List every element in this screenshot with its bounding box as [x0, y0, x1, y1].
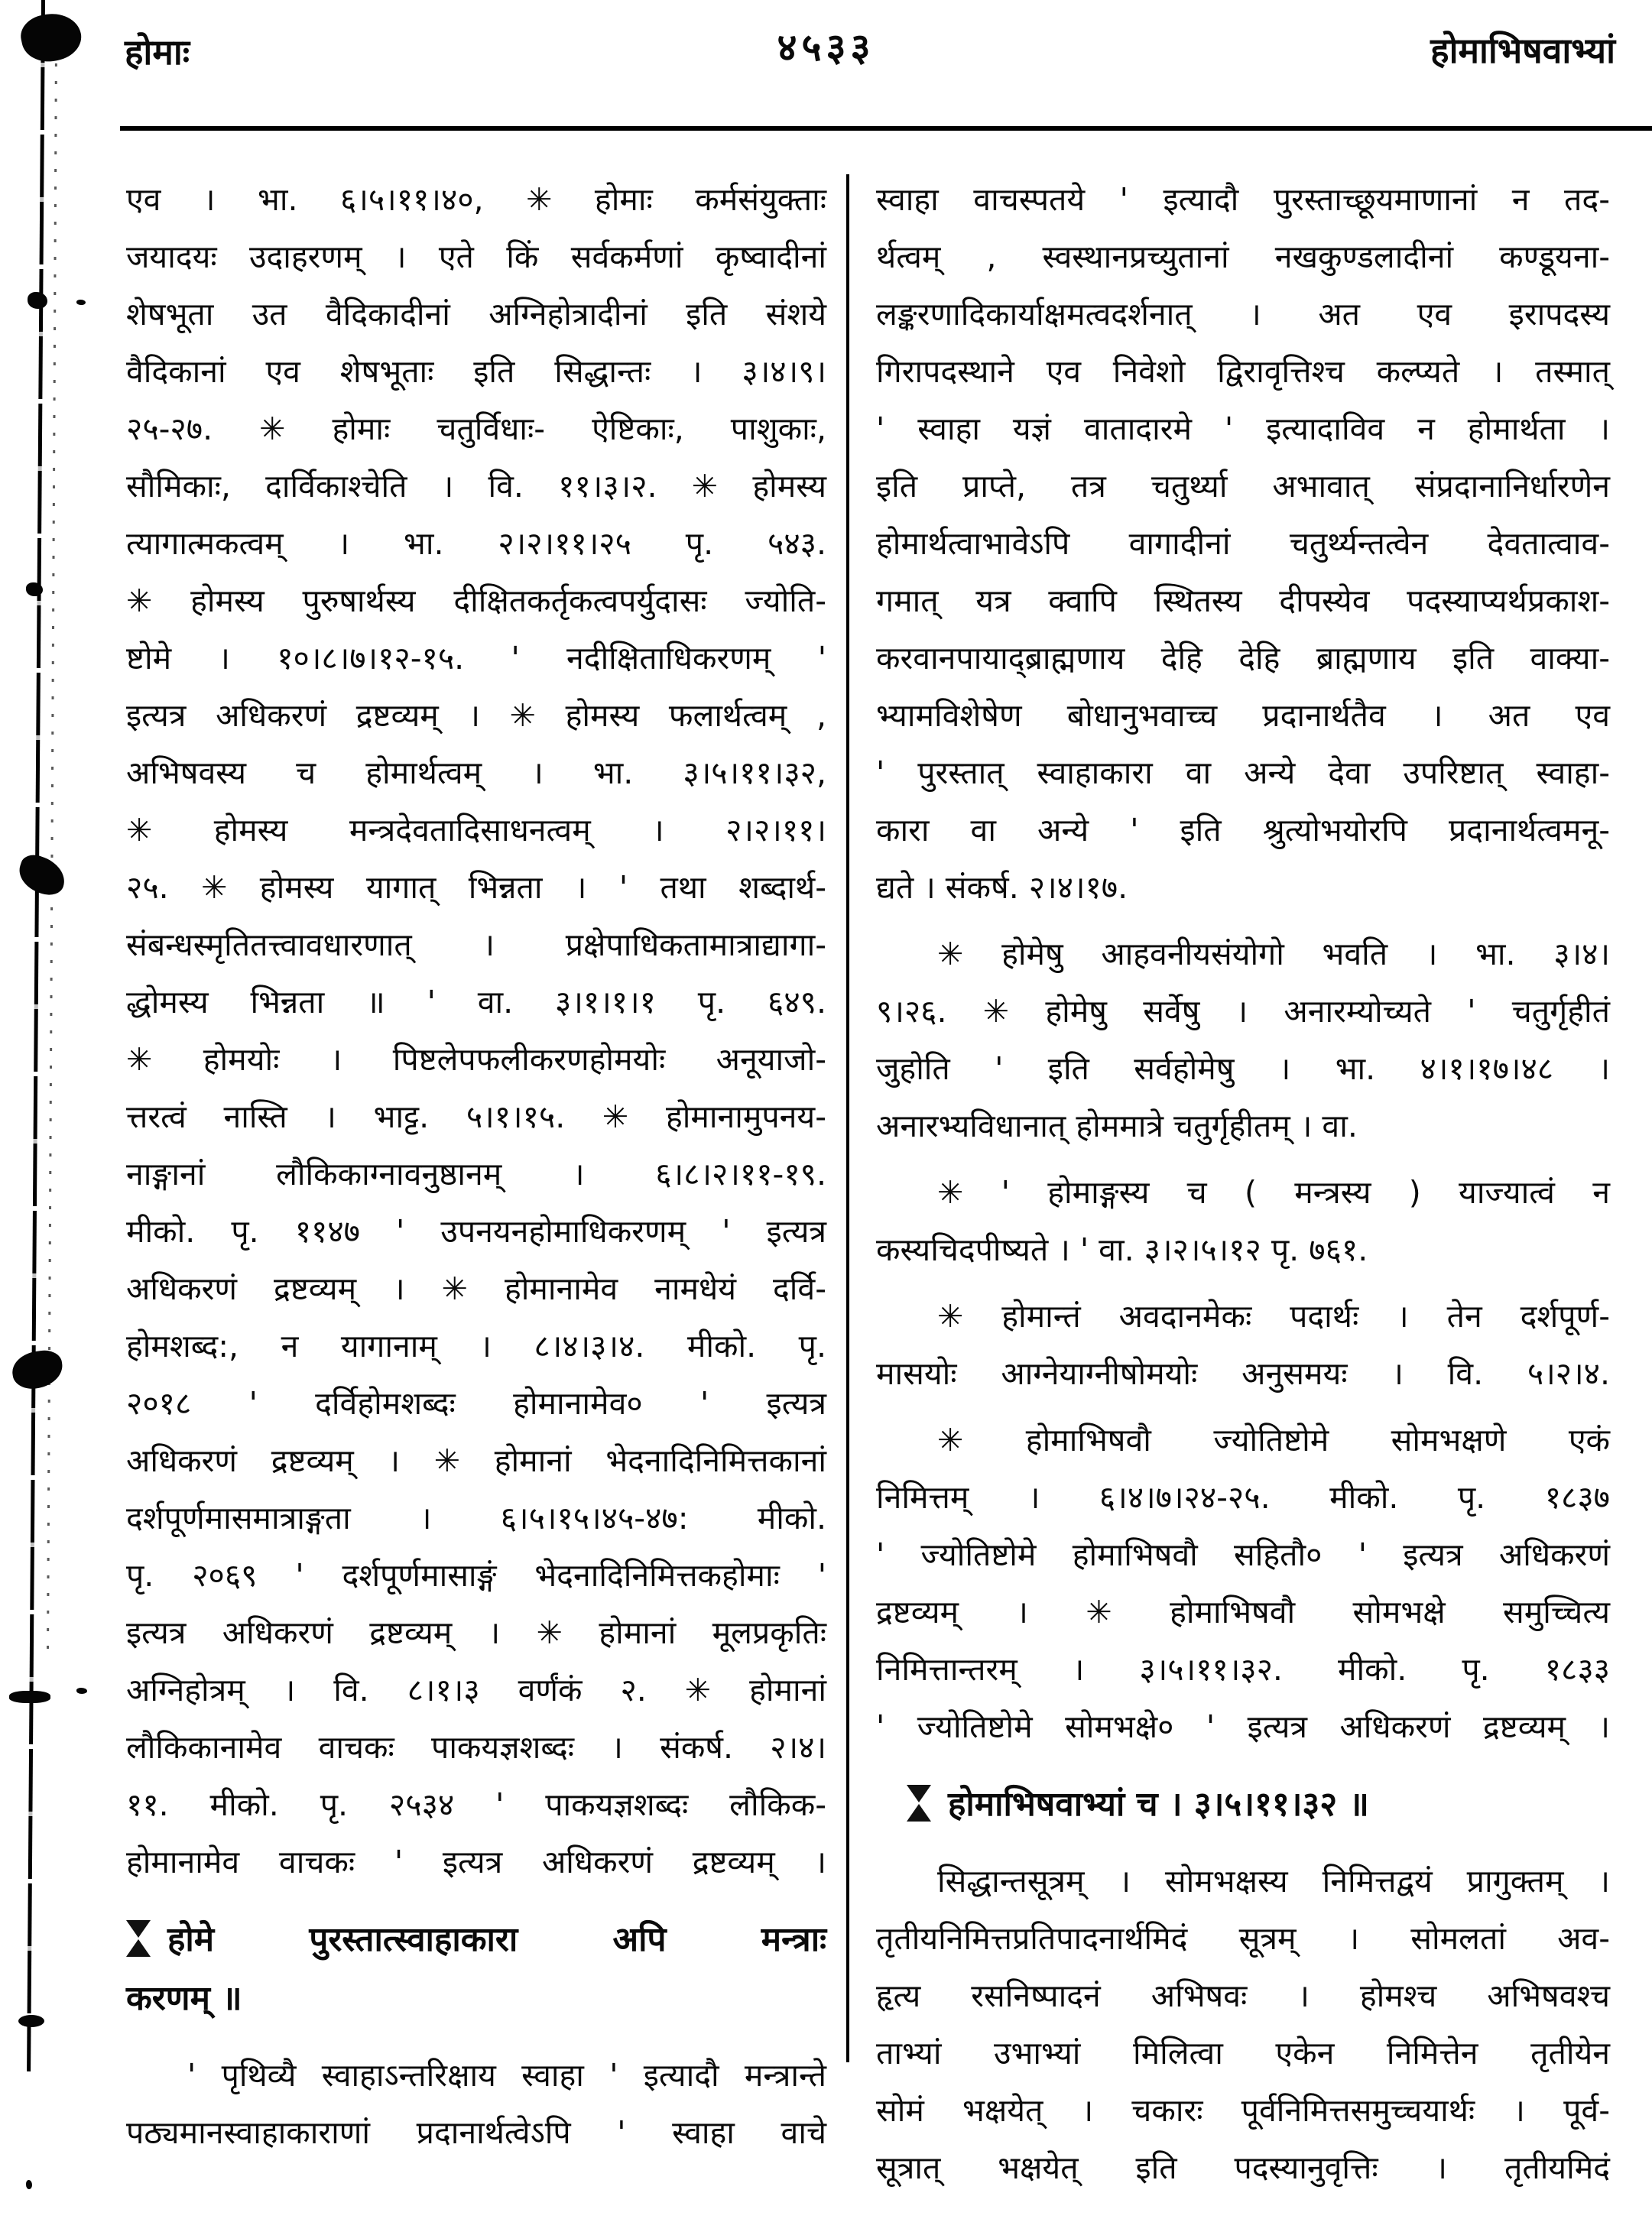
text-line: शेषभूता उत वैदिकादीनां अग्निहोत्रादीनां इति संशये [126, 296, 826, 333]
text-line: होमशब्द:, न यागानाम् । ८।४।३।४. मीको. पृ. [126, 1328, 826, 1364]
text-line: तृतीयनिमित्तप्रतिपादनार्थमिदं सूत्रम् । सोमलतां अव- [876, 1920, 1610, 1957]
binding-gutter-line [27, 0, 45, 2071]
ink-blot [28, 292, 47, 309]
text-line: ' ज्योतिष्टोमे होमाभिषवौ सहितौ० ' इत्यत्र अधिकरणं [876, 1536, 1610, 1573]
text-line: मीको. पृ. ११४७ ' उपनयनहोमाधिकरणम् ' इत्यत्र [126, 1213, 826, 1250]
header-keyword-right: होमाभिषवाभ्यां [1430, 30, 1615, 71]
text-line: अभिषवस्य च होमार्थत्वम् । भा. ३।५।११।३२, [126, 754, 826, 791]
text-line: ✳ ' होमाङ्गस्य च ( मन्त्रस्य ) याज्यात्वं न [937, 1174, 1610, 1211]
text-line: ९।२६. ✳ होमेषु सर्वेषु । अनारम्योच्यते ' चतुर्गृहीतं [876, 993, 1610, 1030]
ink-blot [18, 2015, 44, 2027]
text-line: सौमिकाः, दार्विकाश्चेति । वि. ११।३।२. ✳ होमस्य [126, 468, 826, 504]
text-line: निमित्तान्तरम् । ३।५।११।३२. मीको. पृ. १८३३ [876, 1651, 1610, 1688]
page-number: ४५३३ [777, 25, 875, 70]
text-line: नाङ्गानां लौकिकाग्नावनुष्ठानम् । ६।८।२।११-१९. [126, 1156, 826, 1192]
sutra-line [126, 1911, 826, 1968]
text-line: कारा वा अन्ये ' इति श्रुत्योभयोरपि प्रदानार्थत्वमनू- [876, 812, 1610, 848]
text-line: मासयोः आग्नेयाग्नीषोमयोः अनुसमयः । वि. ५।२।४. [876, 1355, 1610, 1392]
text-line: ✳ होमस्य मन्त्रदेवतादिसाधनत्वम् । २।२।११। [126, 812, 826, 848]
text-line: द्रष्टव्यम् । ✳ होमाभिषवौ सोमभक्षे समुच्चित्य [876, 1594, 1610, 1630]
text-line: त्तरत्वं नास्ति । भाट्ट. ५।१।१५. ✳ होमानामुपनय- [126, 1098, 826, 1135]
text-line: ' पृथिव्यै स्वाहाऽन्तरिक्षाय स्वाहा ' इत्यादौ मन्त्रान्ते [187, 2057, 826, 2094]
text-line: द्यते । संकर्ष. २।४।१७. [876, 869, 1128, 906]
ink-blot [26, 582, 43, 596]
text-line: सूत्रात् भक्षयेत् इति पदस्यानुवृत्तिः । तृतीयमिदं [876, 2149, 1610, 2186]
sutra-mark-icon [907, 1785, 931, 1822]
sutra-text: होमाभिषवाभ्यां च । ३।५।११।३२ ॥ [948, 1785, 1369, 1824]
text-line: होमार्थत्वाभावेऽपि वागादीनां चतुर्थ्यन्तत्वेन देवतात्वाव- [876, 525, 1610, 562]
text-line: हृत्य रसनिष्पादनं अभिषवः । होमश्च अभिषवश्च [876, 1977, 1610, 2014]
text-line: स्वाहा वाचस्पतये ' इत्यादौ पुरस्ताच्छूयमाणानां न तद- [876, 181, 1610, 218]
text-line: सोमं भक्षयेत् । चकारः पूर्वनिमित्तसमुच्चयार्थः । पूर्व- [876, 2092, 1610, 2129]
ink-blot [10, 1348, 65, 1392]
text-line: लौकिकानामेव वाचकः पाकयज्ञशब्दः । संकर्ष. २।४। [126, 1729, 826, 1766]
text-line: होमानामेव वाचकः ' इत्यत्र अधिकरणं द्रष्टव्यम् । [126, 1844, 826, 1880]
sutra-mark-icon [126, 1920, 151, 1957]
text-line: २०१८ ' दर्विहोमशब्दः होमानामेव० ' इत्यत्र [126, 1385, 826, 1422]
text-line: एव । भा. ६।५।११।४०, ✳ होमाः कर्मसंयुक्ताः [126, 181, 826, 218]
text-line: ✳ होमस्य पुरुषार्थस्य दीक्षितकर्तृकत्वपर्युदासः ज्योति- [126, 582, 826, 619]
text-line: जुहोति ' इति सर्वहोमेषु । भा. ४।१।१७।४८ । [876, 1050, 1610, 1087]
sutra-line [876, 1776, 1610, 1833]
left-column [126, 171, 826, 2162]
header-keyword-left: होमाः [125, 31, 190, 73]
text-line: कस्यचिदपीष्यते । ' वा. ३।२।५।१२ पृ. ७६१. [876, 1231, 1368, 1268]
text-line: अनारभ्यविधानात् होममात्रे चतुर्गृहीतम् । वा. [876, 1108, 1358, 1144]
ink-blot [26, 2180, 32, 2189]
binding-speckle-strip [47, 46, 57, 1651]
text-line: दर्शपूर्णमासमात्राङ्गता । ६।५।१५।४५-४७: मीको. [126, 1500, 826, 1536]
text-line: ✳ होमयोः । पिष्टलेपफलीकरणहोमयोः अनूयाजो- [126, 1041, 826, 1078]
text-line: अधिकरणं द्रष्टव्यम् । ✳ होमानां भेदनादिनिमित्तकानां [126, 1442, 826, 1479]
text-line: ✳ होमान्तं अवदानमेकः पदार्थः । तेन दर्शपूर्ण- [937, 1298, 1610, 1335]
text-line: २५. ✳ होमस्य यागात् भिन्नता । ' तथा शब्दार्थ- [126, 869, 826, 906]
text-line: ' स्वाहा यज्ञं वातादारमे ' इत्यादाविव न होमार्थता । [876, 410, 1610, 447]
sutra-text: होमे पुरस्तात्स्वाहाकारा अपि मन्त्राः [167, 1920, 826, 1959]
ink-blot [76, 1688, 87, 1694]
text-line: पठ्यमानस्वाहाकाराणां प्रदानार्थत्वेऽपि ' स्वाहा वाचे [126, 2114, 826, 2151]
ink-blot [14, 852, 70, 900]
ink-blot [9, 1691, 50, 1703]
text-line: अग्निहोत्रम् । वि. ८।१।३ वर्णंकं २. ✳ होमानां [126, 1672, 826, 1708]
text-line: ११. मीको. पृ. २५३४ ' पाकयज्ञशब्दः लौकिक- [126, 1786, 826, 1823]
text-line: २५-२७. ✳ होमाः चतुर्विधाः- ऐष्टिकाः, पाशुकाः, [126, 410, 826, 447]
text-line: ✳ होमेषु आहवनीयसंयोगो भवति । भा. ३।४। [937, 936, 1610, 972]
text-line: त्यागात्मकत्वम् । भा. २।२।११।२५ पृ. ५४३. [126, 525, 826, 562]
sutra-line-continuation: करणम् ॥ [126, 1979, 242, 2018]
text-line: द्धोमस्य भिन्नता ॥ ' वा. ३।१।१।१ पृ. ६४९. [126, 984, 826, 1020]
text-line: ✳ होमाभिषवौ ज्योतिष्टोमे सोमभक्षणे एकं [937, 1422, 1610, 1458]
text-line: ' ज्योतिष्टोमे सोमभक्षे० ' इत्यत्र अधिकरणं द्रष्टव्यम् । [876, 1708, 1610, 1745]
text-line: संबन्धस्मृतितत्त्वावधारणात् । प्रक्षेपाधिकतामात्राद्यागा- [126, 926, 826, 963]
text-line: भ्यामविशेषेण बोधानुभवाच्च प्रदानार्थतैव । अत एव [876, 697, 1610, 734]
text-line: ताभ्यां उभाभ्यां मिलित्वा एकेन निमित्तेन तृतीयेन [876, 2035, 1610, 2071]
text-line: जयादयः उदाहरणम् । एते किं सर्वकर्मणां कृष्वादीनां [126, 238, 826, 275]
text-line: गिरापदस्थाने एव निवेशो द्विरावृत्तिश्च कल्प्यते । तस्मात् [876, 353, 1610, 390]
text-line: गमात् यत्र क्वापि स्थितस्य दीपस्येव पदस्याप्यर्थप्रकाश- [876, 582, 1610, 619]
text-line: ' पुरस्तात् स्वाहाकारा वा अन्ये देवा उपरिष्टात् स्वाहा- [876, 754, 1610, 791]
text-line: निमित्तम् । ६।४।७।२४-२५. मीको. पृ. १८३७ [876, 1479, 1610, 1516]
text-line: इत्यत्र अधिकरणं द्रष्टव्यम् । ✳ होमानां मूलप्रकृतिः [126, 1614, 826, 1651]
header-rule [120, 126, 1652, 131]
text-line: र्थत्वम् , स्वस्थानप्रच्युतानां नखकुण्डलादीनां कण्डूयना- [876, 238, 1610, 275]
right-column [876, 171, 1610, 2197]
ink-blot [76, 300, 86, 305]
text-line: सिद्धान्तसूत्रम् । सोमभक्षस्य निमित्तद्वयं प्रागुक्तम् । [937, 1863, 1610, 1899]
text-line: लङ्करणादिकार्याक्षमत्वदर्शनात् । अत एव इरापदस्य [876, 296, 1610, 333]
column-divider [846, 174, 849, 2062]
text-line: वैदिकानां एव शेषभूताः इति सिद्धान्तः । ३।४।९। [126, 353, 826, 390]
text-line: इत्यत्र अधिकरणं द्रष्टव्यम् । ✳ होमस्य फलार्थत्वम् , [126, 697, 826, 734]
text-line: अधिकरणं द्रष्टव्यम् । ✳ होमानामेव नामधेयं दर्वि- [126, 1270, 826, 1307]
text-line: करवानपायाद्ब्राह्मणाय देहि देहि ब्राह्मणाय इति वाक्या- [876, 640, 1610, 676]
text-line: इति प्राप्ते, तत्र चतुर्थ्या अभावात् संप्रदानानिर्धारणेन [876, 468, 1610, 504]
text-line: ष्टोमे । १०।८।७।१२-१५. ' नदीक्षिताधिकरणम् ' [126, 640, 826, 676]
text-line: पृ. २०६९ ' दर्शपूर्णमासाङ्गं भेदनादिनिमित्तकहोमाः ' [126, 1557, 826, 1594]
